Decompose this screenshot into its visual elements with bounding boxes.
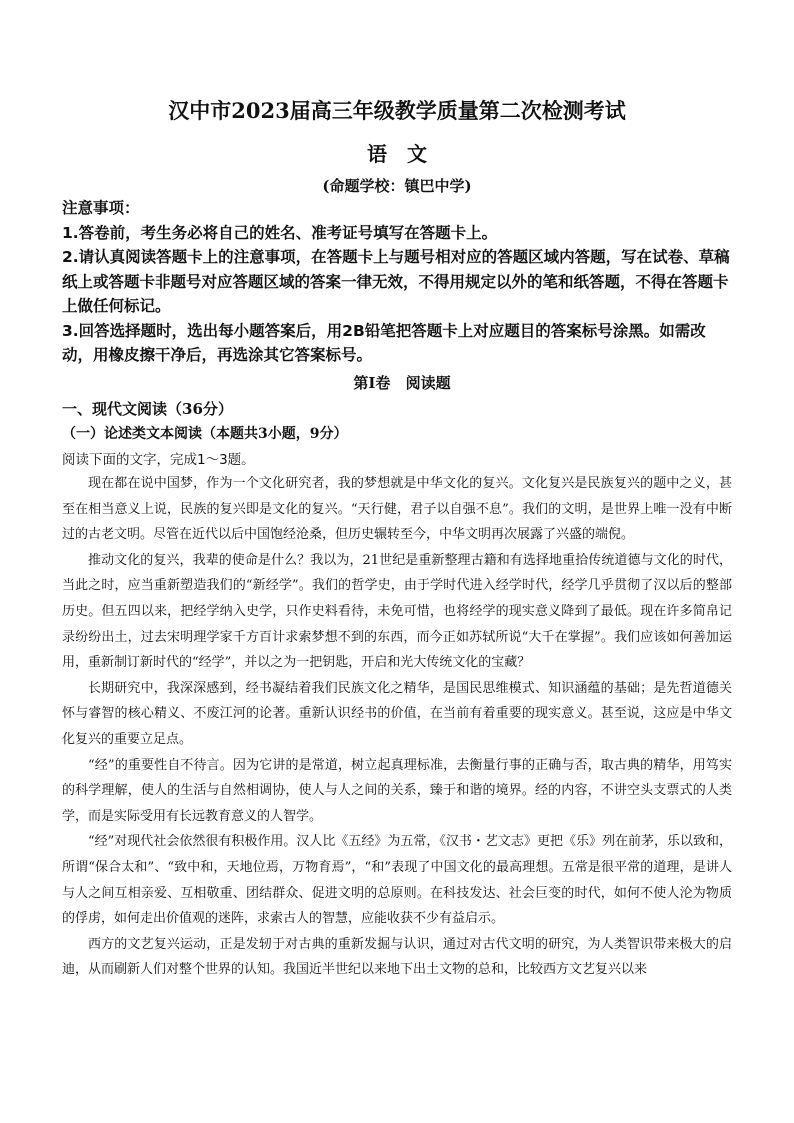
subject-title: 语文	[367, 142, 447, 166]
part-heading	[0, 372, 794, 393]
section-instruction: 阅读下面的文字，完成1～3题。	[62, 452, 255, 468]
notice-item: 3.回答选择题时，选出每小题答案后，用2B铅笔把答题卡上对应题目的答案标号涂黑。如需改动，用橡皮擦干净后，再选涂其它答案标号。	[62, 321, 706, 364]
passage-paragraph: 推动文化的复兴，我辈的使命是什么？我以为，21世纪是重新整理古籍和有选择地重拾传统道德与文化的时代，当此之时，应当重新塑造我们的“新经学”。我们的哲学史，由于学时代进入经学时代，经学几乎贯彻了汉以后的整部历史。但五四以来，把经学纳入史学，只作史料看待，未免可惜，也将经学的现实意义降到了最低。现在许多简帛记录纷纷出土，过去宋明理学家千方百计求索梦想不到的东西，而今正如苏轼所说“大千在掌握”。我们应该如何善加运用，重新制订新时代的“经学”，并以之为一把钥匙，开启和光大传统文化的宝藏？	[62, 552, 732, 671]
part-name: 阅读题	[405, 374, 451, 392]
passage-paragraph: “经”的重要性自不待言。因为它讲的是常道，树立起真理标准，去衡量行事的正确与否，取古典的精华，用笃实的科学理解，使人的生活与自然相调协，使人与人之间的关系，臻于和谐的境界。经的内容，不讲空头支票式的人类学，而是实际受用有长远教育意义的人智学。	[62, 757, 732, 824]
notice-heading: 注意事项：	[62, 199, 140, 217]
part-label: 第Ⅰ卷	[353, 374, 391, 392]
exam-title: 汉中市2023届高三年级教学质量第二次检测考试	[168, 98, 626, 123]
school-note: (命题学校：镇巴中学)	[322, 177, 472, 195]
passage-paragraph: “经”对现代社会依然很有积极作用。汉人比《五经》为五常，《汉书・艺文志》更把《乐》列在前茅，乐以致和，所谓“保合太和”、“致中和，天地位焉，万物育焉”，“和”表现了中国文化的最高理想。五常是很平常的道理，是讲人与人之间互相亲爱、互相敬重、团结群众、促进文明的总原则。在科技发达、社会巨变的时代，如何不使人沦为物质的俘虏，如何走出价值观的迷阵，求索古人的智慧，应能收获不少有益启示。	[62, 834, 732, 927]
passage-paragraph: 现在都在说中国梦，作为一个文化研究者，我的梦想就是中华文化的复兴。文化复兴是民族复兴的题中之义，甚至在相当意义上说，民族的复兴即是文化的复兴。“天行健，君子以自强不息”。我们的文明，是世界上唯一没有中断过的古老文明。尽管在近代以后中国饱经沧桑，但历史辗转至今，中华文明再次展露了兴盛的端倪。	[62, 476, 732, 543]
reading-passage	[62, 471, 732, 983]
passage-paragraph: 西方的文艺复兴运动，正是发轫于对古典的重新发掘与认识，通过对古代文明的研究，为人类智识带来极大的启迪，从而刷新人们对整个世界的认知。我国近半世纪以来地下出土文物的总和，比较西方文艺复兴以来	[62, 936, 732, 978]
section-subtitle: （一）论述类文本阅读（本题共3小题，9分）	[62, 426, 348, 442]
notice-item: 2.请认真阅读答题卡上的注意事项，在答题卡上与题号相对应的答题区域内答题，写在试卷、草稿纸上或答题卡非题号对应答题区域的答案一律无效，不得用规定以外的笔和纸答题，不得在答题卡上做任何标记。	[62, 248, 730, 315]
notice-item: 1.答卷前，考生务必将自己的姓名、准考证号填写在答题卡上。	[62, 223, 498, 242]
section-title: 一、现代文阅读（36分）	[62, 400, 233, 418]
notice-block	[62, 196, 732, 368]
passage-paragraph: 长期研究中，我深深感到，经书凝结着我们民族文化之精华，是国民思维模式、知识涵蕴的基础；是先哲道德关怀与睿智的核心精义、不废江河的论著。重新认识经书的价值，在当前有着重要的现实意义。甚至说，这应是中华文化复兴的重要立足点。	[62, 680, 732, 747]
